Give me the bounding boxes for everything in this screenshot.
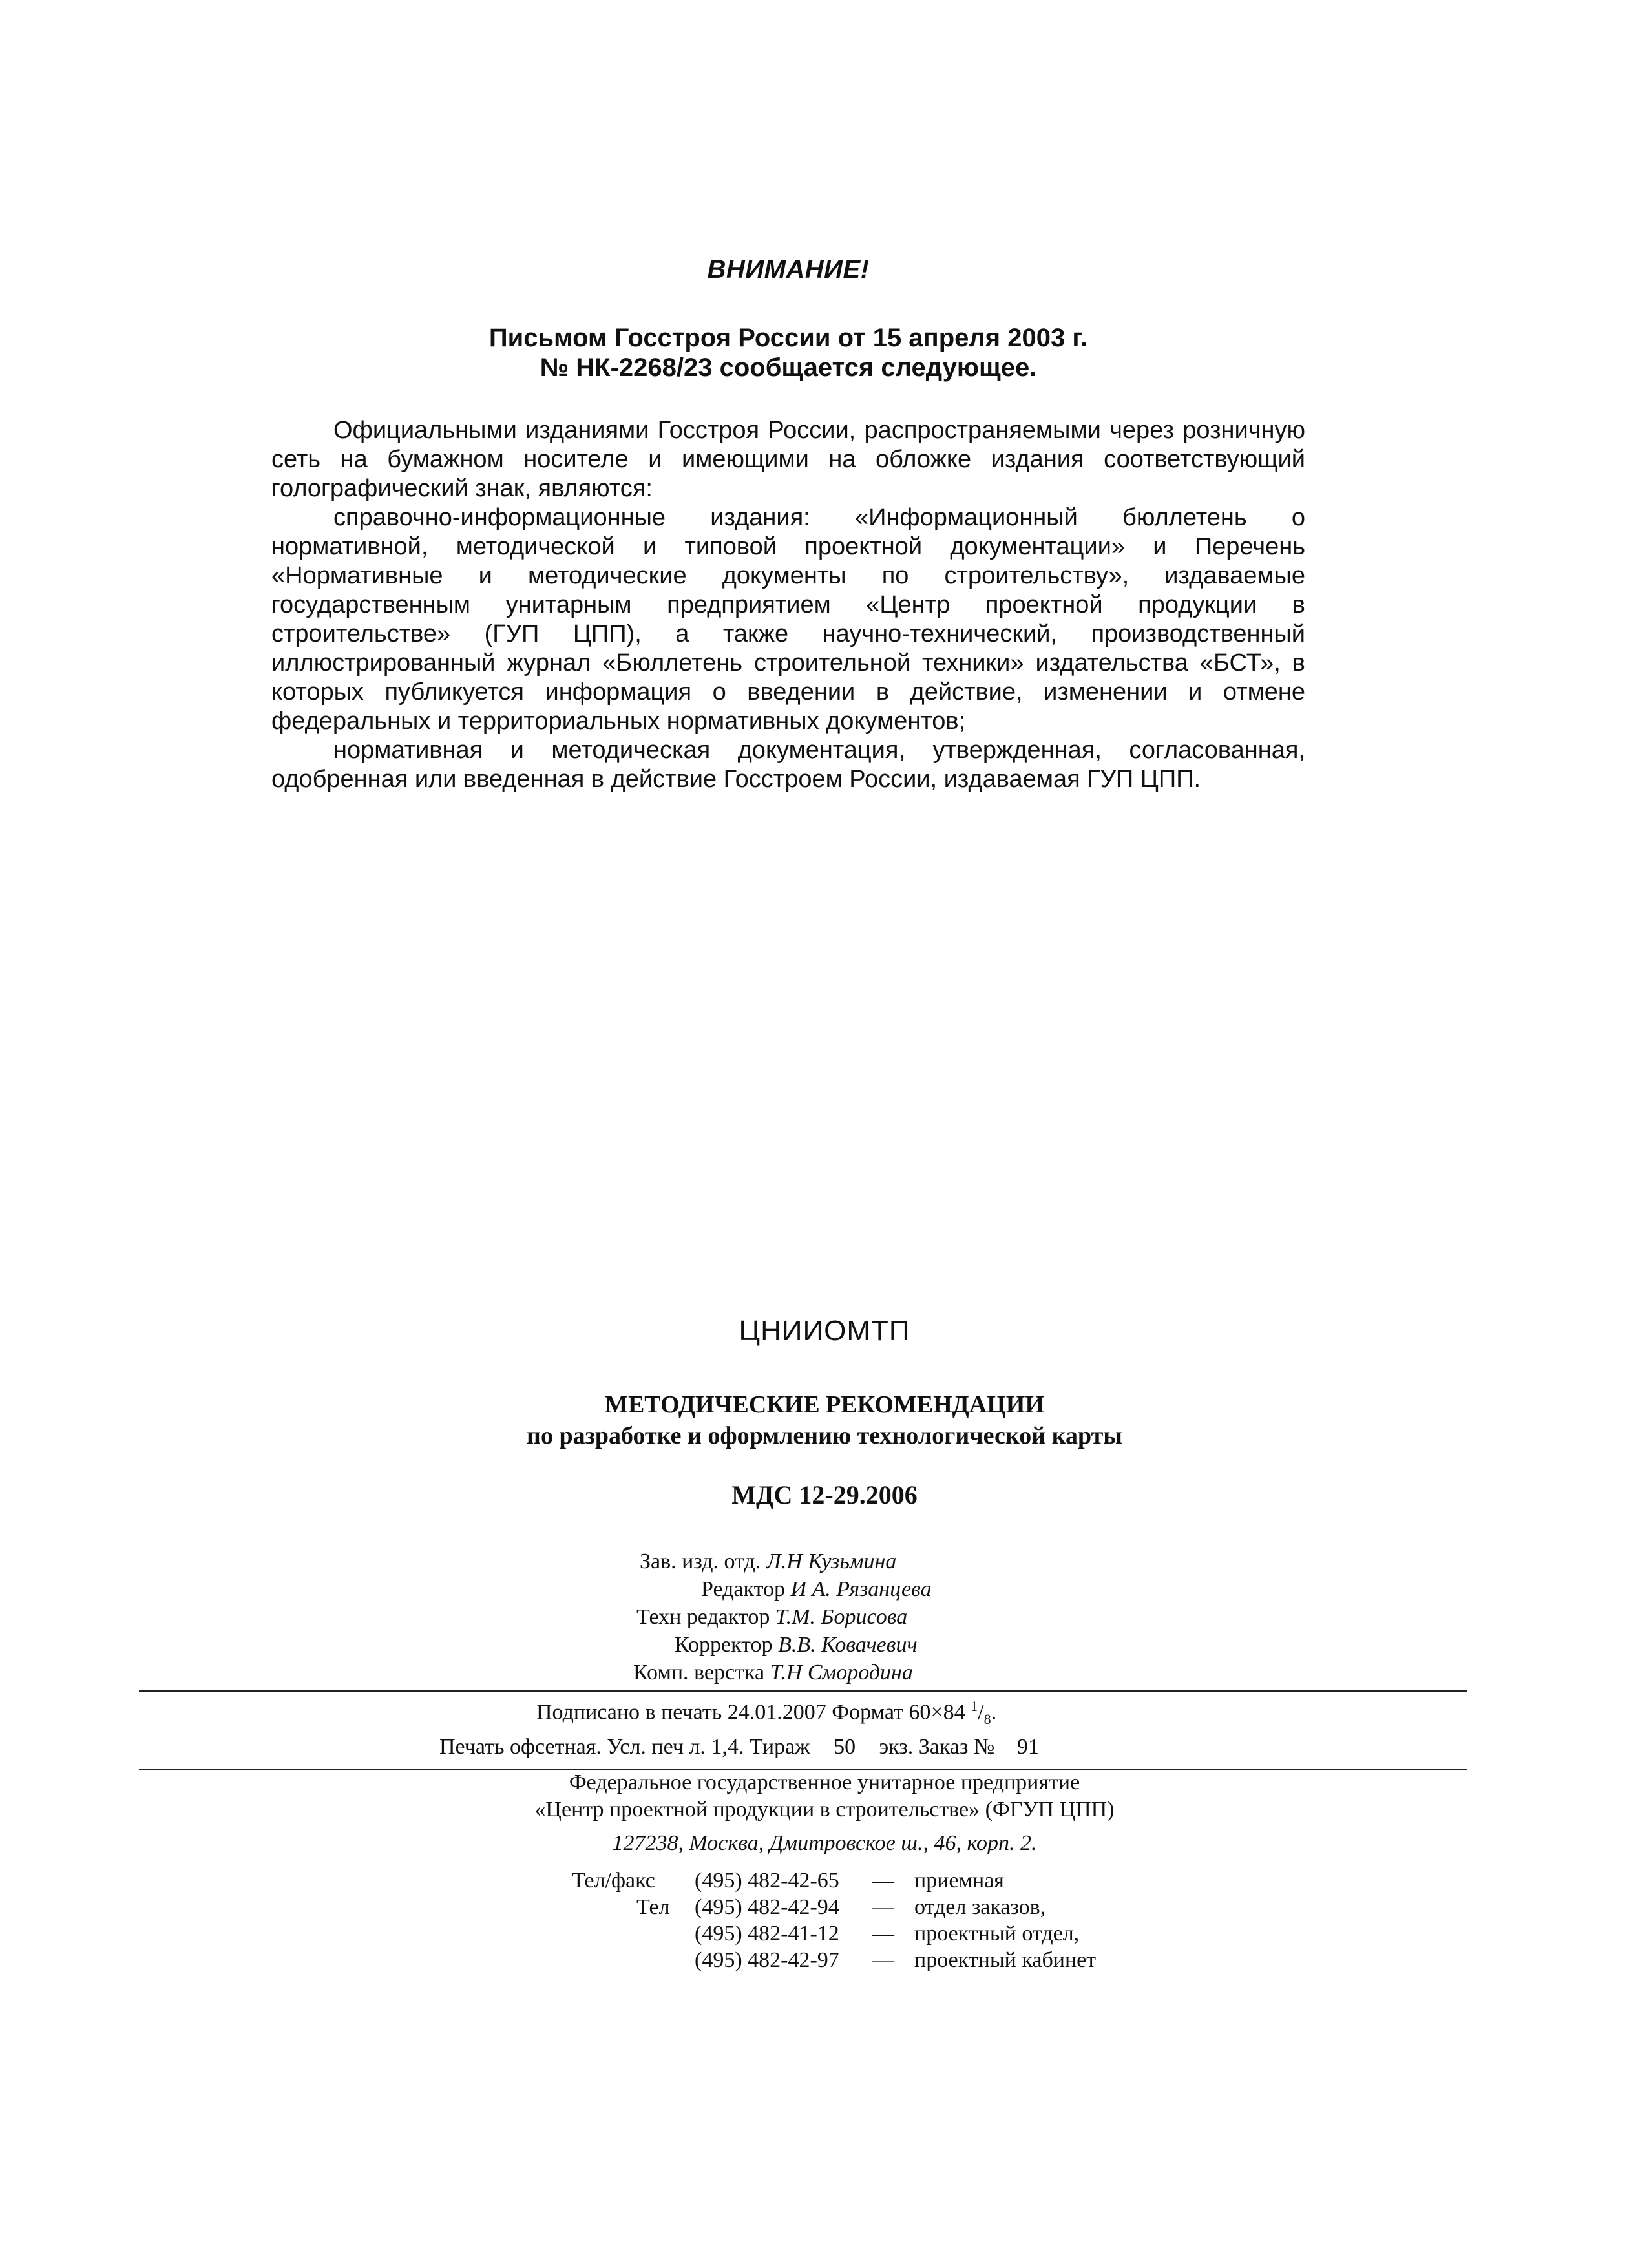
staff-role: Корректор: [675, 1633, 773, 1657]
staff-row: [701, 1575, 932, 1603]
phone-dash: —: [872, 1922, 894, 1946]
staff-role: Комп. верстка: [633, 1661, 765, 1685]
print-line-label: Печать офсетная. Усл. печ л. 1,4. Тираж: [439, 1735, 810, 1759]
staff-row: [675, 1631, 918, 1659]
phone-label: Тел/факс: [572, 1869, 655, 1893]
notice-heading: ВНИМАНИЕ!: [707, 255, 870, 284]
format-label: Формат 60×84: [832, 1700, 965, 1725]
document-code: МДС 12-29.2006: [731, 1480, 918, 1509]
phone-number: (495) 482-42-97: [695, 1948, 839, 1972]
staff-row: [636, 1603, 907, 1631]
staff-role: Техн редактор: [636, 1605, 770, 1629]
phone-description: отдел заказов,: [914, 1895, 1046, 1919]
notice-paragraph-1: Официальными изданиями Госстроя России, распространяемыми через розничную сеть на бумажном носителе и имеющими на обложке издания соответствующий голографический знак, являются:: [271, 417, 1305, 502]
staff-role: Зав. изд. отд.: [640, 1549, 761, 1573]
print-run: 50: [834, 1735, 856, 1759]
title-line-1: МЕТОДИЧЕСКИЕ РЕКОМЕНДАЦИИ: [605, 1391, 1044, 1418]
notice-block: [271, 255, 1305, 794]
signed-for-print: Подписано в печать 24.01.2007 Формат 60×84 $^1/_8$.: [536, 1698, 997, 1728]
phone-number: (495) 482-42-65: [695, 1869, 839, 1893]
publisher-line-1: Федеральное государственное унитарное предприятие: [569, 1770, 1080, 1794]
phone-dash: —: [872, 1869, 894, 1893]
format-denominator: 8: [983, 1711, 991, 1728]
notice-body: [271, 416, 1305, 794]
publisher-address: 127238, Москва, Дмитровское ш., 46, корп. 2.: [612, 1831, 1037, 1855]
staff-name: Л.Н Кузьмина: [766, 1549, 897, 1573]
phone-description: приемная: [914, 1869, 1004, 1893]
staff-role: Редактор: [701, 1577, 785, 1601]
order-number: 91: [1016, 1735, 1039, 1759]
phone-description: проектный отдел,: [914, 1922, 1080, 1946]
letter-reference-line2: № НК-2268/23 сообщается следующее.: [540, 353, 1037, 382]
phone-label: Тел: [636, 1895, 670, 1919]
signed-label: Подписано в печать 24.01.2007: [536, 1700, 826, 1725]
phone-number: (495) 482-41-12: [695, 1922, 839, 1946]
phone-number: (495) 482-42-94: [695, 1895, 839, 1919]
letter-reference-line1: Письмом Госстроя России от 15 апреля 2003 г.: [488, 324, 1088, 352]
phone-dash: —: [872, 1895, 894, 1919]
phone-dash: —: [872, 1948, 894, 1972]
staff-name: Т.М. Борисова: [775, 1605, 908, 1629]
staff-row: [640, 1548, 896, 1575]
format-numerator: 1: [971, 1698, 978, 1714]
document-title: [0, 1389, 1649, 1451]
staff-name: В.В. Ковачевич: [778, 1633, 918, 1657]
copies-label: экз. Заказ №: [879, 1735, 995, 1759]
staff-name: Т.Н Смородина: [770, 1661, 913, 1685]
print-details: [439, 1735, 1039, 1759]
publisher-block: [0, 1769, 1649, 1857]
organization-name: ЦНИИОМТП: [739, 1315, 910, 1347]
title-line-2: по разработке и оформлению технологической карты: [527, 1422, 1122, 1449]
divider-top: [139, 1690, 1467, 1692]
phone-description: проектный кабинет: [914, 1948, 1097, 1972]
publisher-line-2: «Центр проектной продукции в строительстве» (ФГУП ЦПП): [534, 1798, 1115, 1822]
staff-name: И А. Рязанцева: [790, 1577, 932, 1601]
notice-paragraph-2: справочно-информационные издания: «Информационный бюллетень о нормативной, методической и типовой проектной документации» и Перечень «Нормативные и методические документы по строительству», издаваемые государственным унитарным предприятием «Центр проектной продукции в строительстве» (ГУП ЦПП), а также научно-технический, производственный иллюстрированный журнал «Бюллетень строительной техники» издательства «БСТ», в которых публикуется информация о введении в действие, изменении и отмене федеральных и территориальных нормативных документов;: [271, 504, 1305, 735]
staff-row: [633, 1659, 913, 1686]
notice-paragraph-3: нормативная и методическая документация, утвержденная, согласованная, одобренная или введенная в действие Госстроем России, издаваемая ГУП ЦПП.: [271, 737, 1305, 793]
